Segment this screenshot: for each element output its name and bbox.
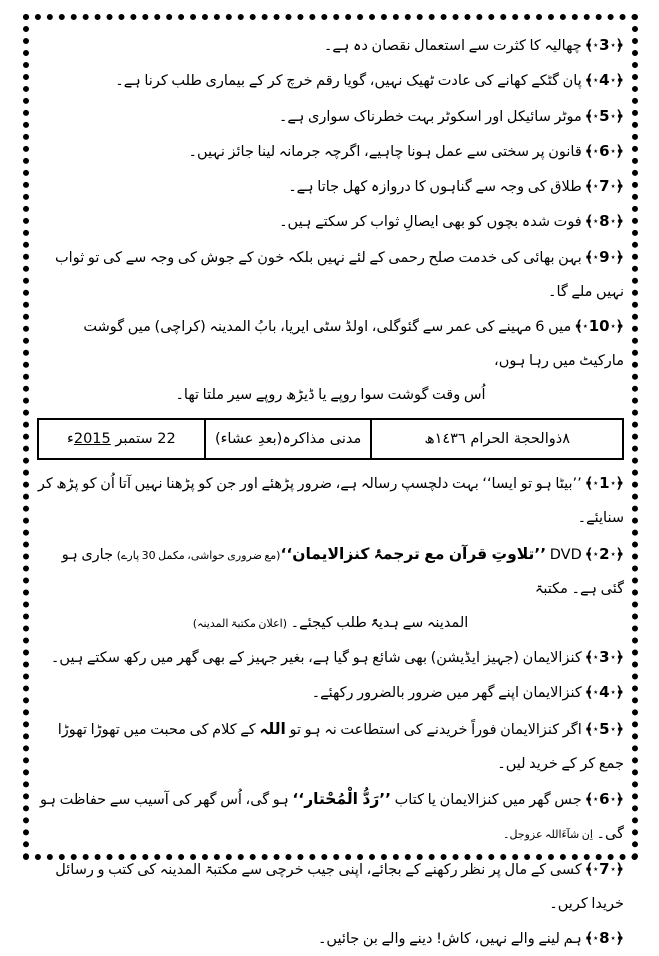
text-segment: میں 6 مہینے کی عمر سے گئوگلی، اولڈ سٹی ایریا، بابُ المدینہ (کراچی) میں گوشت مارکیٹ میں رہا ہوں،: [83, 318, 624, 370]
list-item: [37, 921, 624, 956]
item-number: 6: [599, 790, 610, 809]
event-text: مدنی مذاکرہ(بعدِ عشاء): [214, 431, 362, 448]
item-number-ornament: ﴾ ٭5٭ ﴿: [584, 106, 624, 125]
text-segment: طلاق کی وجہ سے گناہوں کا دروازہ کھل جاتا ہے۔: [288, 179, 582, 195]
flower-icon: ٭: [610, 653, 616, 664]
item-text: [115, 73, 581, 89]
item-number-ornament: ﴾ ٭2٭ ﴿: [584, 544, 624, 563]
item-number: 8: [599, 928, 610, 947]
item-text: [193, 615, 469, 631]
flower-icon: ٭: [610, 252, 616, 263]
item-text: [38, 476, 624, 526]
list-item: [37, 63, 624, 98]
list-item: [37, 99, 624, 134]
flower-icon: ٭: [593, 252, 599, 263]
flower-icon: ٭: [593, 41, 599, 51]
text-segment: ’’بیٹا ہو تو ایسا‘‘ بہت دلچسپ رسالہ ہے، ضرور پڑھئے اور جن کو پڑھنا نہیں آتا اُن کو پڑھ کر سنایئے۔: [37, 476, 624, 527]
flower-icon: ٭: [610, 111, 616, 122]
item-text: [57, 719, 624, 772]
flower-icon: ٭: [582, 321, 588, 332]
item-number: 3: [599, 36, 610, 54]
list-item: [37, 169, 624, 204]
text-segment: اللہ: [259, 719, 286, 738]
event-cell: [205, 419, 372, 459]
item-number-ornament: ﴾ ٭1٭ ﴿: [584, 474, 624, 493]
list-item: [37, 204, 624, 239]
item-number: 5: [599, 106, 610, 125]
flower-icon: ٭: [593, 217, 599, 228]
flower-icon: ٭: [610, 549, 616, 560]
flower-icon: ٭: [610, 146, 616, 157]
text-segment: المدینہ سے ہدیۃً طلب کیجئے۔: [287, 614, 469, 631]
flower-icon: ٭: [593, 653, 599, 664]
text-segment: اگر کنزالایمان فوراً خریدنے کی استطاعت نہ ہو تو: [285, 721, 582, 738]
item-number: 7: [599, 177, 610, 195]
item-number: 10: [588, 316, 610, 335]
flower-icon: ٭: [593, 864, 599, 875]
item-number-ornament: ﴾ ٭4٭ ﴿: [584, 71, 624, 90]
item-number: 2: [599, 544, 610, 563]
item-number-ornament: ﴾ ٭8٭ ﴿: [584, 212, 624, 231]
text-segment: موٹر سائیکل اور اسکوٹر بہت خطرناک سواری ہے۔: [278, 108, 582, 125]
list-item: [37, 675, 624, 710]
item-text: [55, 247, 624, 300]
text-segment: ’’رَدُّ الْمُحْتار‘‘: [292, 790, 392, 809]
flower-icon: ٭: [593, 479, 599, 490]
item-number: 9: [599, 247, 610, 266]
text-segment: جس گھر میں کنزالایمان یا کتاب: [391, 792, 582, 809]
list-item: [37, 536, 624, 606]
flower-icon: ٭: [593, 182, 599, 192]
flower-icon: ٭: [593, 76, 599, 87]
list-item: [37, 781, 624, 851]
item-text: [61, 544, 624, 597]
item-number-ornament: ﴾ ٭10٭ ﴿: [574, 316, 624, 335]
item-number-ornament: ﴾ ٭5٭ ﴿: [584, 719, 624, 738]
item-continuation-line: [37, 606, 624, 640]
session-info-table: [37, 418, 624, 460]
madani-pearls-lower-list: [37, 466, 624, 956]
list-item: [37, 640, 624, 675]
text-segment: ہو گی، اُس گھر کی آسیب سے حفاظت ہو گی۔: [40, 792, 624, 843]
item-text: [175, 387, 485, 403]
list-item: [37, 134, 624, 169]
text-segment: بہن بھائی کی خدمت صلح رحمی کے لئے نہیں بلکہ خون کے جوش کی وجہ سے کی تو ثواب نہیں ملے گا۔: [55, 249, 624, 300]
flower-icon: ٭: [593, 724, 599, 735]
list-item: [37, 466, 624, 535]
gregorian-date-cell: [38, 419, 205, 459]
hijri-date-cell: [371, 419, 623, 459]
flower-icon: ٭: [610, 76, 616, 87]
text-segment: قانون پر سختی سے عمل ہونا چاہیے، اگرچہ جرمانہ لینا جائز نہیں۔: [188, 143, 582, 160]
item-continuation-line: [37, 378, 624, 412]
flower-icon: ٭: [610, 182, 616, 192]
text-segment: کے کلام کی محبت میں تھوڑا تھوڑا جمع کر کے خرید لیں۔: [57, 721, 624, 772]
list-item: [37, 711, 624, 781]
flower-icon: ٭: [610, 217, 616, 228]
item-number: 4: [599, 71, 610, 90]
item-number: 6: [599, 141, 610, 160]
item-number-ornament: ﴾ ٭6٭ ﴿: [584, 790, 624, 809]
flower-icon: ٭: [610, 724, 616, 735]
item-number-ornament: ﴾ ٭6٭ ﴿: [584, 141, 624, 160]
session-info-row: [38, 419, 623, 459]
text-segment: اُس وقت گوشت سوا روپے یا ڈیڑھ روپے سیر ملتا تھا۔: [175, 387, 486, 404]
text-segment: پان گٹکے کھانے کی عادت ٹھیک نہیں، گویا رقم خرچ کر کے بیماری طلب کرنا ہے۔: [115, 73, 582, 90]
flower-icon: ٭: [593, 688, 599, 699]
flower-icon: ٭: [593, 795, 599, 806]
item-text: [55, 859, 624, 912]
text-segment: (اعلان مکتبۃ المدینہ): [192, 616, 287, 630]
item-number-ornament: ﴾ ٭7٭ ﴿: [584, 177, 624, 195]
item-text: [51, 650, 582, 666]
hijri-date-text: ٨ذوالحجة الحرام ١٤٣٦ھ: [424, 431, 570, 448]
item-text: [318, 931, 582, 947]
item-number-ornament: ﴾ ٭3٭ ﴿: [584, 648, 624, 667]
item-number-ornament: ﴾ ٭4٭ ﴿: [584, 683, 624, 702]
item-number-ornament: ﴾ ٭3٭ ﴿: [584, 36, 624, 54]
flower-icon: ٭: [593, 111, 599, 122]
list-item: [37, 309, 624, 378]
gregorian-year: 2015: [73, 431, 111, 448]
item-number: 3: [599, 648, 610, 667]
flower-icon: ٭: [610, 933, 616, 944]
text-segment: اِن شآءَاللہ عزوجل۔: [503, 828, 593, 842]
text-segment: چھالیہ کا کثرت سے استعمال نقصان دہ ہے۔: [323, 38, 582, 54]
item-number-ornament: ﴾ ٭7٭ ﴿: [584, 859, 624, 878]
gregorian-day-month: 22 ستمبر: [110, 431, 176, 448]
text-segment: ہم لینے والے نہیں، کاش! دینے والے بن جائیں۔: [317, 930, 582, 947]
text-segment: کنزالایمان اپنے گھر میں ضرور بالضرور رکھئے۔: [311, 685, 582, 702]
item-text: [83, 316, 624, 370]
flower-icon: ٭: [610, 41, 616, 51]
flower-icon: ٭: [610, 321, 616, 332]
text-segment: DVD: [546, 546, 582, 563]
flower-icon: ٭: [610, 864, 616, 875]
item-number: 5: [599, 719, 610, 738]
list-item: [37, 852, 624, 921]
page-frame: [23, 14, 638, 947]
item-number-ornament: ﴾ ٭8٭ ﴿: [584, 928, 624, 947]
gregorian-era: ء: [67, 431, 74, 448]
item-text: [288, 179, 582, 195]
flower-icon: ٭: [593, 146, 599, 157]
flower-icon: ٭: [610, 688, 616, 699]
flower-icon: ٭: [610, 795, 616, 806]
item-text: [279, 214, 582, 230]
item-text: [188, 144, 581, 160]
item-text: [324, 38, 582, 54]
item-number: 8: [599, 212, 610, 231]
text-segment: کسی کے مال پر نظر رکھنے کے بجائے، اپنی جیب خرچی سے مکتبۃ المدینہ کی کتب و رسائل خریدا کریں۔: [55, 861, 624, 912]
flower-icon: ٭: [593, 549, 599, 560]
item-text: [312, 685, 582, 701]
item-number: 1: [599, 474, 610, 493]
text-segment: کنزالایمان (جہیز ایڈیشن) بھی شائع ہو گیا ہے، بغیر جہیز کے بھی گھر میں رکھ سکتے ہیں۔: [50, 650, 582, 667]
item-number-ornament: ﴾ ٭9٭ ﴿: [584, 247, 624, 266]
list-item: [37, 240, 624, 309]
item-text: [40, 792, 624, 842]
flower-icon: ٭: [610, 479, 616, 490]
flower-icon: ٭: [593, 933, 599, 944]
text-segment: فوت شدہ بچوں کو بھی ایصالِ ثواب کر سکتے ہیں۔: [279, 214, 582, 231]
text-segment: (مع ضروری حواشی، مکمل 30 پارے): [116, 548, 281, 562]
item-number: 4: [599, 683, 610, 702]
text-segment: جاری ہو گئی ہے۔ مکتبۃ: [61, 546, 624, 597]
text-segment: ’’تلاوتِ قرآن مع ترجمۂ کنزالایمان‘‘: [280, 544, 547, 563]
madani-pearls-upper-list: [37, 28, 624, 412]
list-item: [37, 28, 624, 63]
item-text: [279, 109, 582, 125]
item-number: 7: [599, 859, 610, 878]
